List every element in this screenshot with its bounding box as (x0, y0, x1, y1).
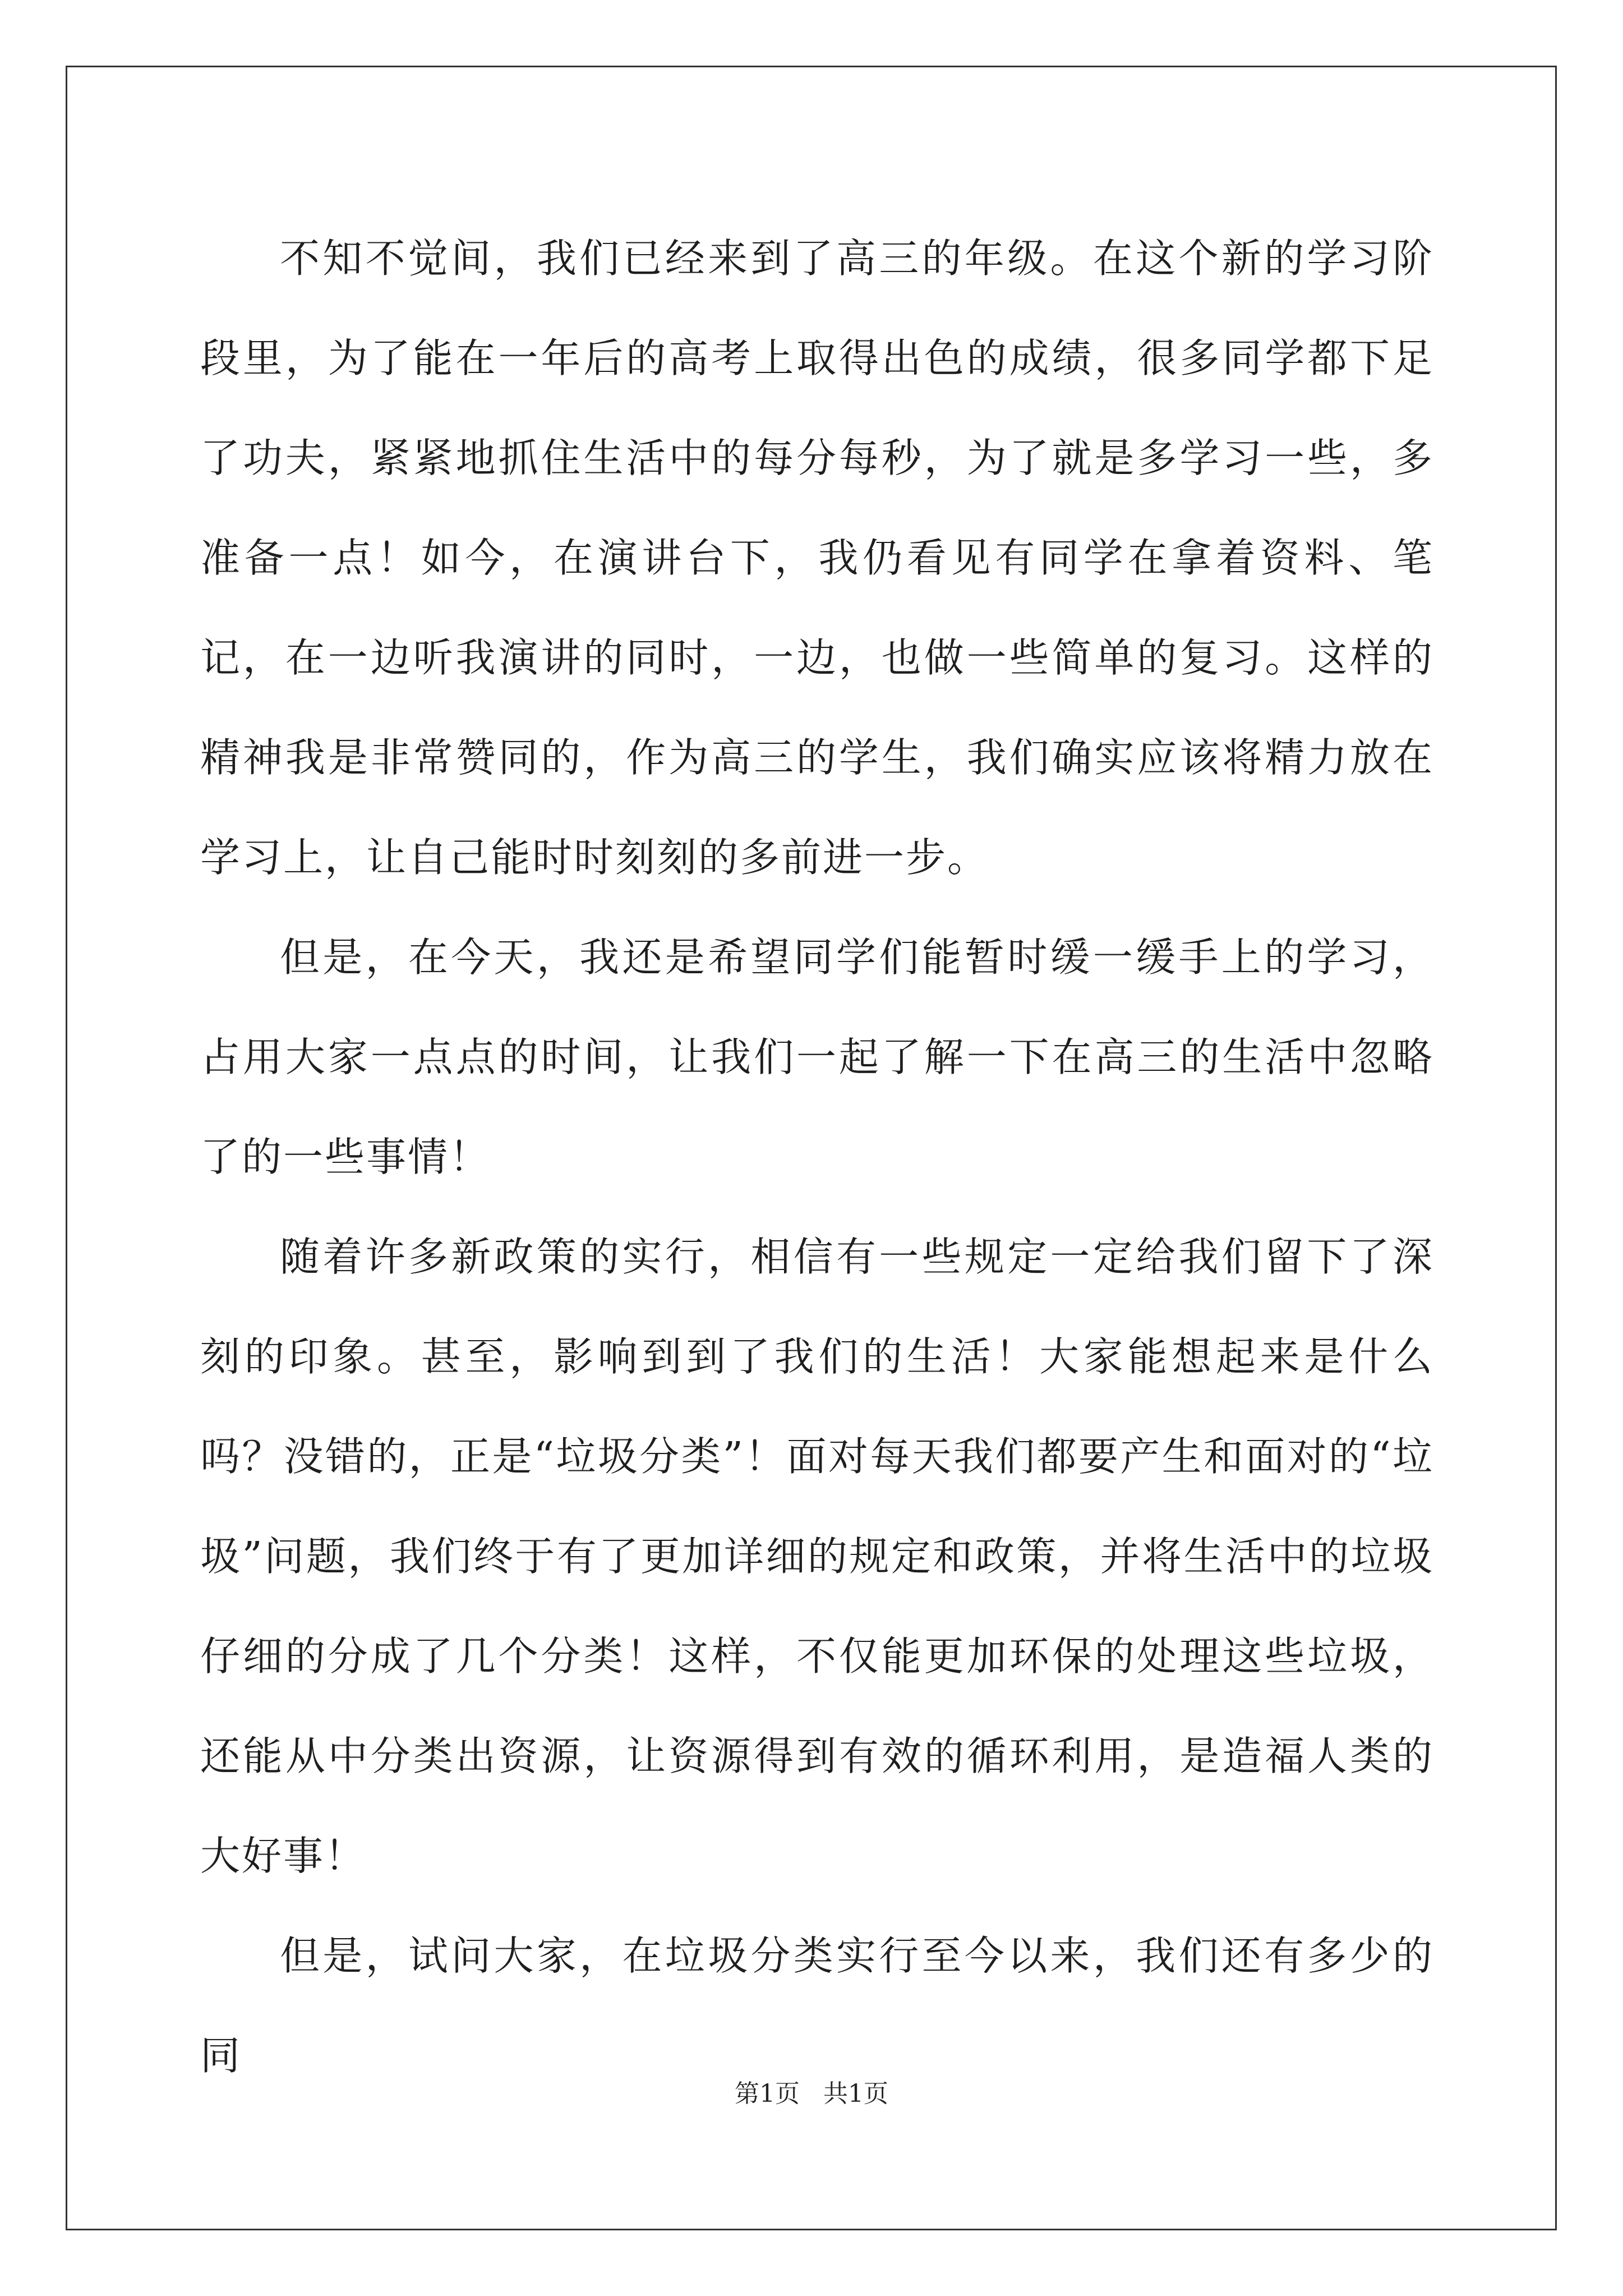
paragraph-4: 但是，试问大家，在垃圾分类实行至今以来，我们还有多少的同 (200, 1932, 1434, 2079)
paragraph-2: 但是，在今天，我还是希望同学们能暂时缓一缓手上的学习，占用大家一点点的时间，让我们一起了解一下在高三的生活中忽略了的一些事情！ (200, 934, 1434, 1180)
page-footer: 第1页 共1页 (735, 2079, 888, 2108)
paragraph-1: 不知不觉间，我们已经来到了高三的年级。在这个新的学习阶段里，为了能在一年后的高考上取得出色的成绩，很多同学都下足了功夫，紧紧地抓住生活中的每分每秒，为了就是多学习一些，多准备一点！如今，在演讲台下，我仍看见有同学在拿着资料、笔记，在一边听我演讲的同时，一边，也做一些简单的复习。这样的精神我是非常赞同的，作为高三的学生，我们确实应该将精力放在学习上，让自己能时时刻刻的多前进一步。 (200, 235, 1434, 881)
document-body (200, 209, 1434, 2106)
paragraph-3: 随着许多新政策的实行，相信有一些规定一定给我们留下了深刻的印象。甚至，影响到到了我们的生活！大家能想起来是什么吗？没错的，正是“垃圾分类”！面对每天我们都要产生和面对的“垃圾”问题，我们终于有了更加详细的规定和政策，并将生活中的垃圾仔细的分成了几个分类！这样，不仅能更加环保的处理这些垃圾，还能从中分类出资源，让资源得到有效的循环利用，是造福人类的大好事！ (200, 1234, 1434, 1879)
